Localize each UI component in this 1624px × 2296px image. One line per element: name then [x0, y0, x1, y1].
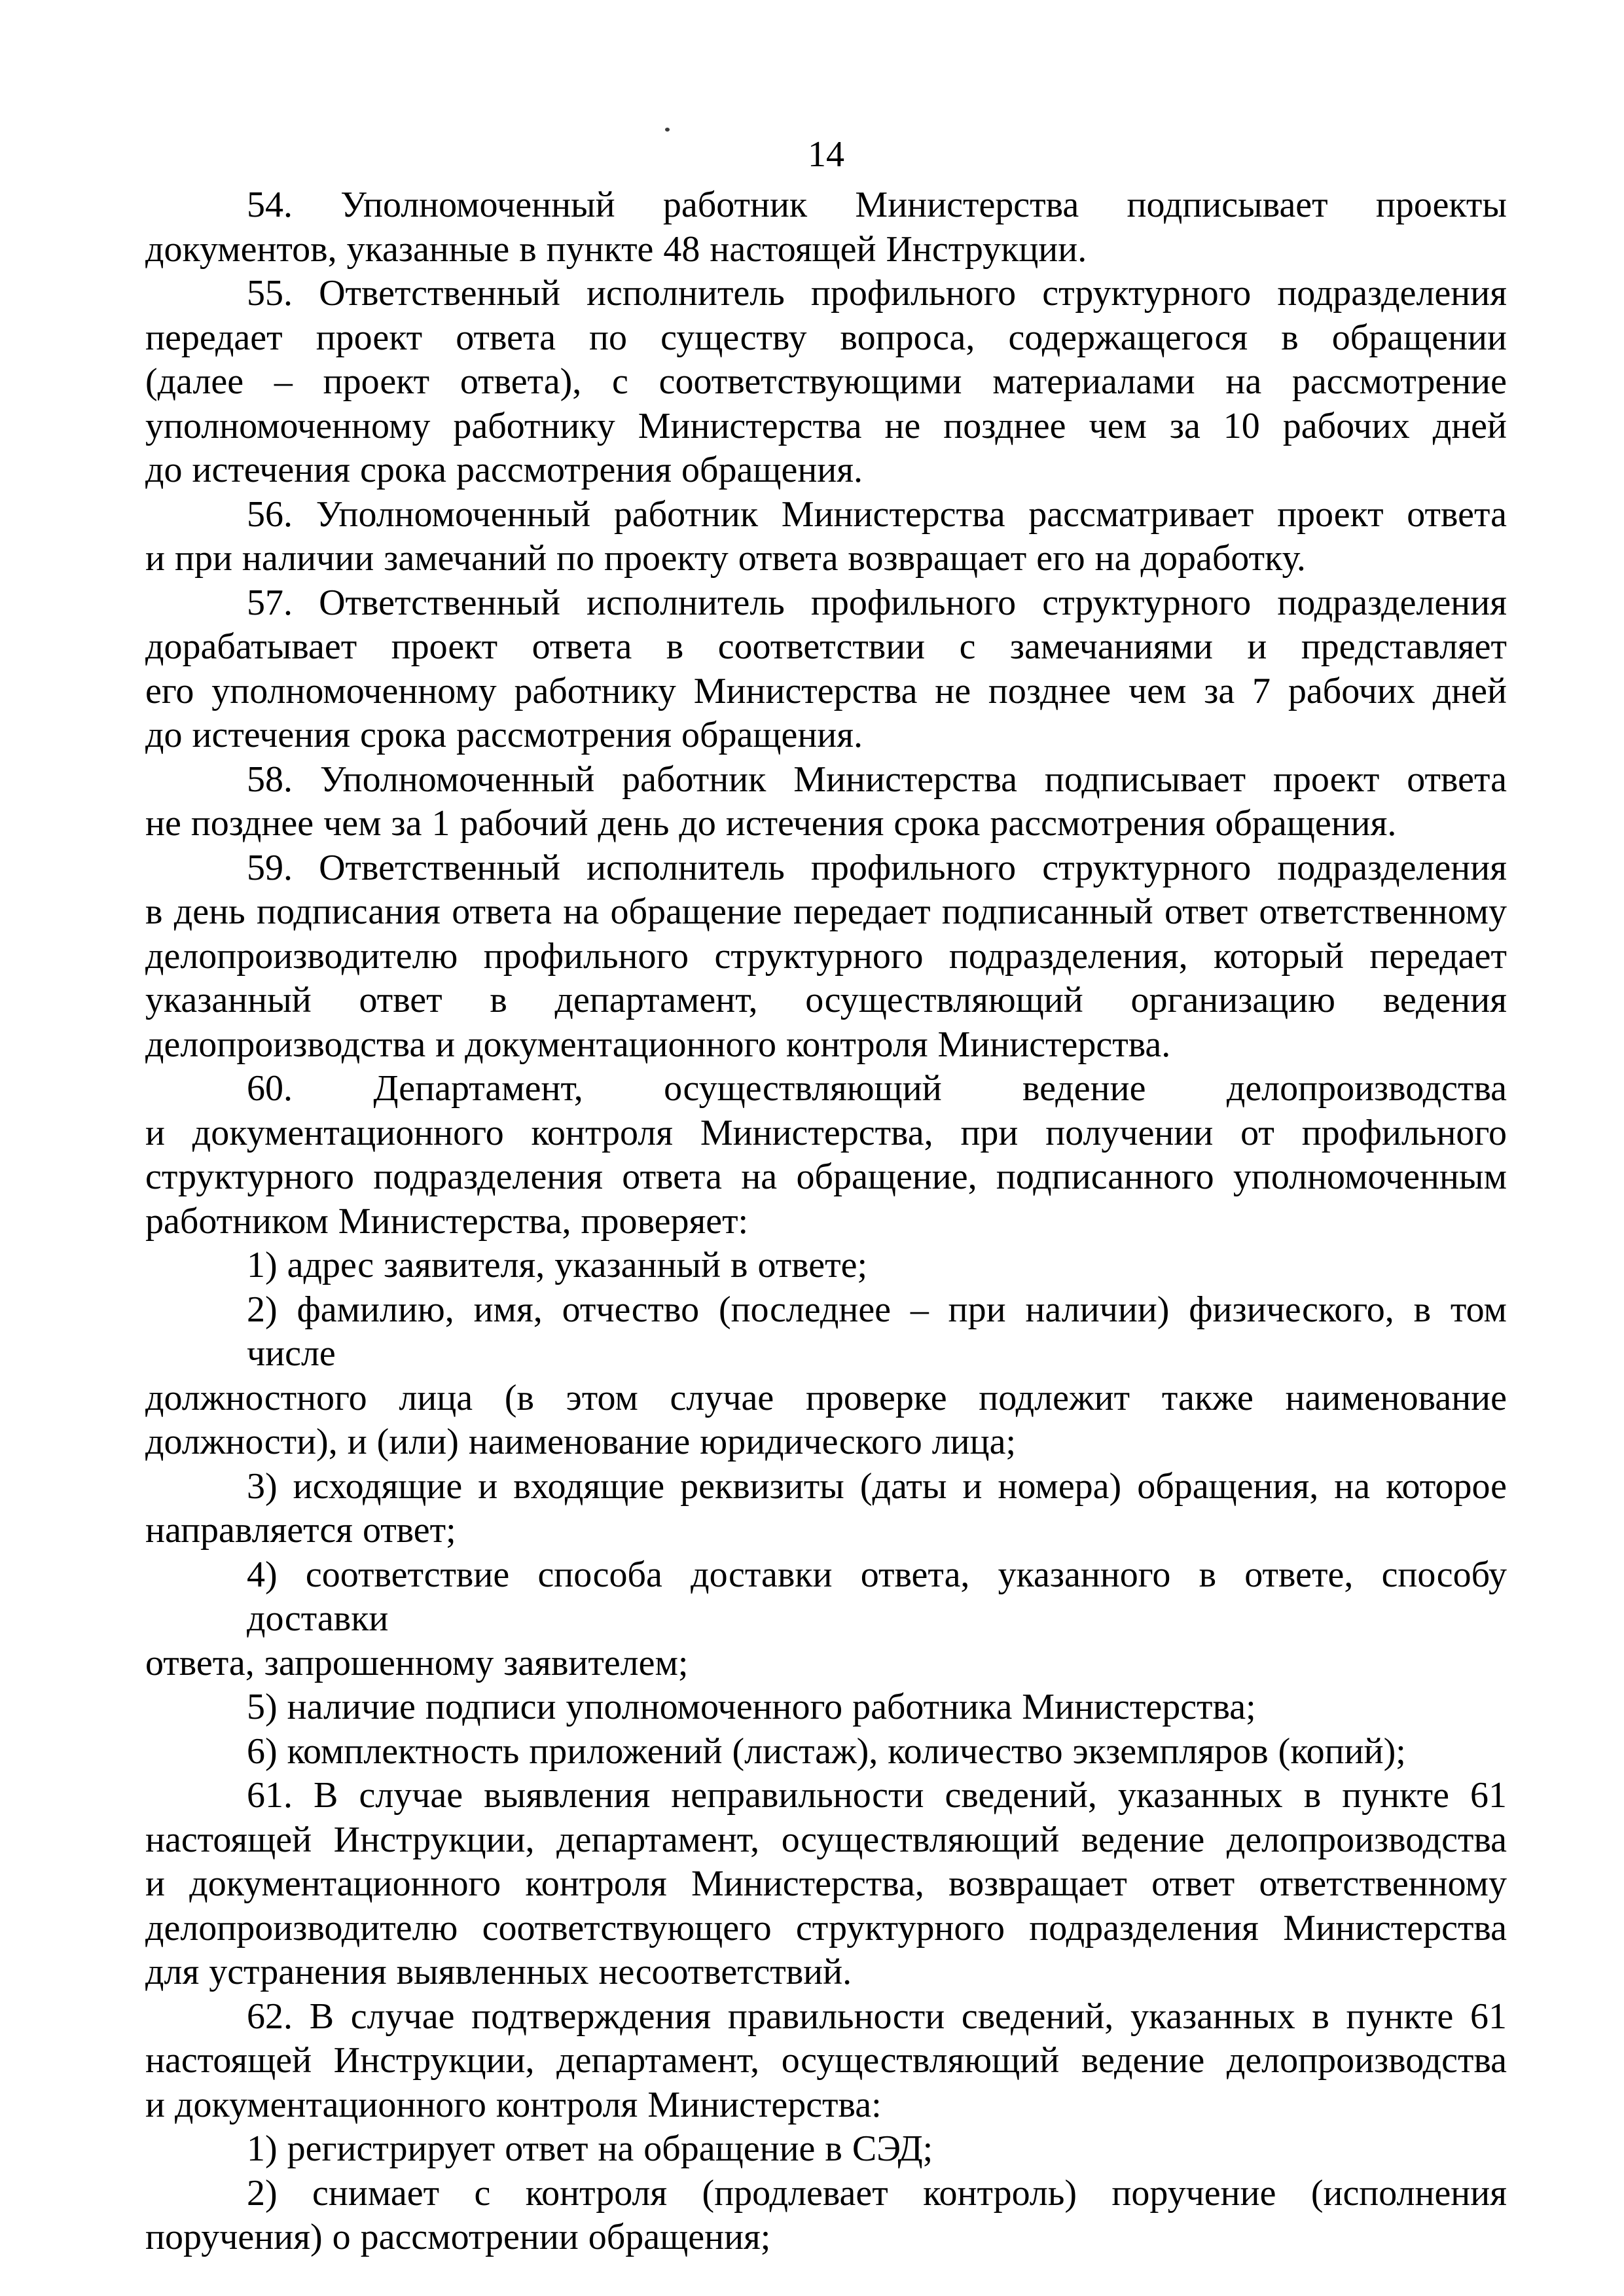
paragraph: [145, 493, 1507, 581]
paragraph: [145, 1067, 1507, 1244]
paragraph-line: для устранения выявленных несоответствий.: [145, 1952, 852, 1992]
paragraph-line: документов, указанные в пункте 48 настоящей Инструкции.: [145, 228, 1087, 270]
paragraph-line: указанный ответ в департамент, осуществляющий организацию ведения: [145, 980, 1507, 1020]
paragraph-line: 60. Департамент, осуществляющий ведение делопроизводства: [247, 1068, 1507, 1109]
paragraph-line: 3) исходящие и входящие реквизиты (даты и номера) обращения, на которое: [247, 1465, 1507, 1507]
paragraph-line: 59. Ответственный исполнитель профильного структурного подразделения: [247, 847, 1507, 888]
paragraph-line: 5) наличие подписи уполномоченного работника Министерства;: [247, 1687, 1256, 1727]
paragraph-line: уполномоченному работнику Министерства не позднее чем за 10 рабочих дней: [145, 405, 1507, 446]
paragraph-line: 4) соответствие способа доставки ответа, указанного в ответе, способу доставки: [247, 1554, 1507, 1639]
paragraph-line: направляется ответ;: [145, 1510, 456, 1551]
paragraph-line: делопроизводства и документационного контроля Министерства.: [145, 1024, 1171, 1065]
paragraph-line: 2) снимает с контроля (продлевает контроль) поручение (исполнения: [247, 2172, 1507, 2214]
paragraph-line: 57. Ответственный исполнитель профильного структурного подразделения: [247, 582, 1507, 623]
paragraph-line: и документационного контроля Министерства, при получении от профильного: [145, 1112, 1507, 1153]
paragraph-line: настоящей Инструкции, департамент, осуществляющий ведение делопроизводства: [145, 1819, 1507, 1860]
paragraph: [145, 1995, 1507, 2128]
paragraph-line: 6) комплектность приложений (листаж), количество экземпляров (копий);: [247, 1731, 1406, 1772]
paragraph-line: 2) фамилию, имя, отчество (последнее – при наличии) физического, в том числе: [247, 1289, 1507, 1374]
paragraph-line: 55. Ответственный исполнитель профильного структурного подразделения: [247, 273, 1507, 314]
page-number: 14: [808, 134, 844, 175]
paragraph-line: поручения) о рассмотрении обращения;: [145, 2217, 771, 2257]
scan-speck: [665, 128, 670, 132]
paragraph: [145, 272, 1507, 493]
paragraph: [145, 2172, 1507, 2260]
paragraph: [145, 1774, 1507, 1995]
paragraph-line: 56. Уполномоченный работник Министерства рассматривает проект ответа: [247, 493, 1507, 535]
paragraph-line: структурного подразделения ответа на обращение, подписанного уполномоченным: [145, 1157, 1507, 1197]
paragraph: [145, 1244, 1507, 1288]
paragraph-line: должности), и (или) наименование юридического лица;: [145, 1422, 1017, 1462]
paragraph: [145, 758, 1507, 846]
paragraph-line: настоящей Инструкции, департамент, осуществляющий ведение делопроизводства: [145, 2040, 1507, 2081]
paragraph-line: и документационного контроля Министерства, возвращает ответ ответственному: [145, 1863, 1507, 1904]
paragraph-line: делопроизводителю профильного структурного подразделения, который передает: [145, 935, 1507, 977]
paragraph-line: (далее – проект ответа), с соответствующими материалами на рассмотрение: [145, 361, 1507, 402]
paragraph: [145, 1465, 1507, 1553]
paragraph: [145, 1288, 1507, 1465]
paragraph-line: 1) регистрирует ответ на обращение в СЭД;: [247, 2128, 933, 2169]
paragraph-line: 62. В случае подтверждения правильности сведений, указанных в пункте 61: [247, 1996, 1507, 2037]
paragraph: [145, 2127, 1507, 2172]
paragraph-line: должностного лица (в этом случае проверке подлежит также наименование: [145, 1377, 1507, 1418]
paragraph-line: и при наличии замечаний по проекту ответа возвращает его на доработку.: [145, 538, 1306, 579]
paragraph-line: дорабатывает проект ответа в соответствии с замечаниями и представляет: [145, 626, 1507, 667]
paragraph: [145, 1730, 1507, 1774]
paragraph-line: делопроизводителю соответствующего структурного подразделения Министерства: [145, 1907, 1507, 1948]
paragraph-line: и документационного контроля Министерства:: [145, 2084, 882, 2125]
paragraph-line: 58. Уполномоченный работник Министерства подписывает проект ответа: [247, 759, 1507, 800]
paragraph-line: в день подписания ответа на обращение передает подписанный ответ ответственному: [145, 891, 1507, 932]
paragraph-line: ответа, запрошенному заявителем;: [145, 1642, 689, 1683]
paragraph-line: до истечения срока рассмотрения обращения.: [145, 715, 863, 755]
paragraph: [145, 1553, 1507, 1686]
paragraph-line: 54. Уполномоченный работник Министерства подписывает проекты: [247, 185, 1507, 225]
paragraph-line: работником Министерства, проверяет:: [145, 1200, 749, 1242]
paragraph: [145, 1685, 1507, 1730]
paragraph-line: 1) адрес заявителя, указанный в ответе;: [247, 1245, 868, 1285]
paragraph-line: не позднее чем за 1 рабочий день до истечения срока рассмотрения обращения.: [145, 803, 1397, 844]
paragraph-line: 61. В случае выявления неправильности сведений, указанных в пункте 61: [247, 1775, 1507, 1816]
document-body: [145, 183, 1507, 2260]
paragraph: [145, 183, 1507, 272]
paragraph-line: до истечения срока рассмотрения обращения.: [145, 450, 863, 490]
paragraph: [145, 581, 1507, 758]
paragraph: [145, 846, 1507, 1067]
paragraph-line: его уполномоченному работнику Министерства не позднее чем за 7 рабочих дней: [145, 670, 1507, 711]
paragraph-line: передает проект ответа по существу вопроса, содержащегося в обращении: [145, 317, 1507, 358]
